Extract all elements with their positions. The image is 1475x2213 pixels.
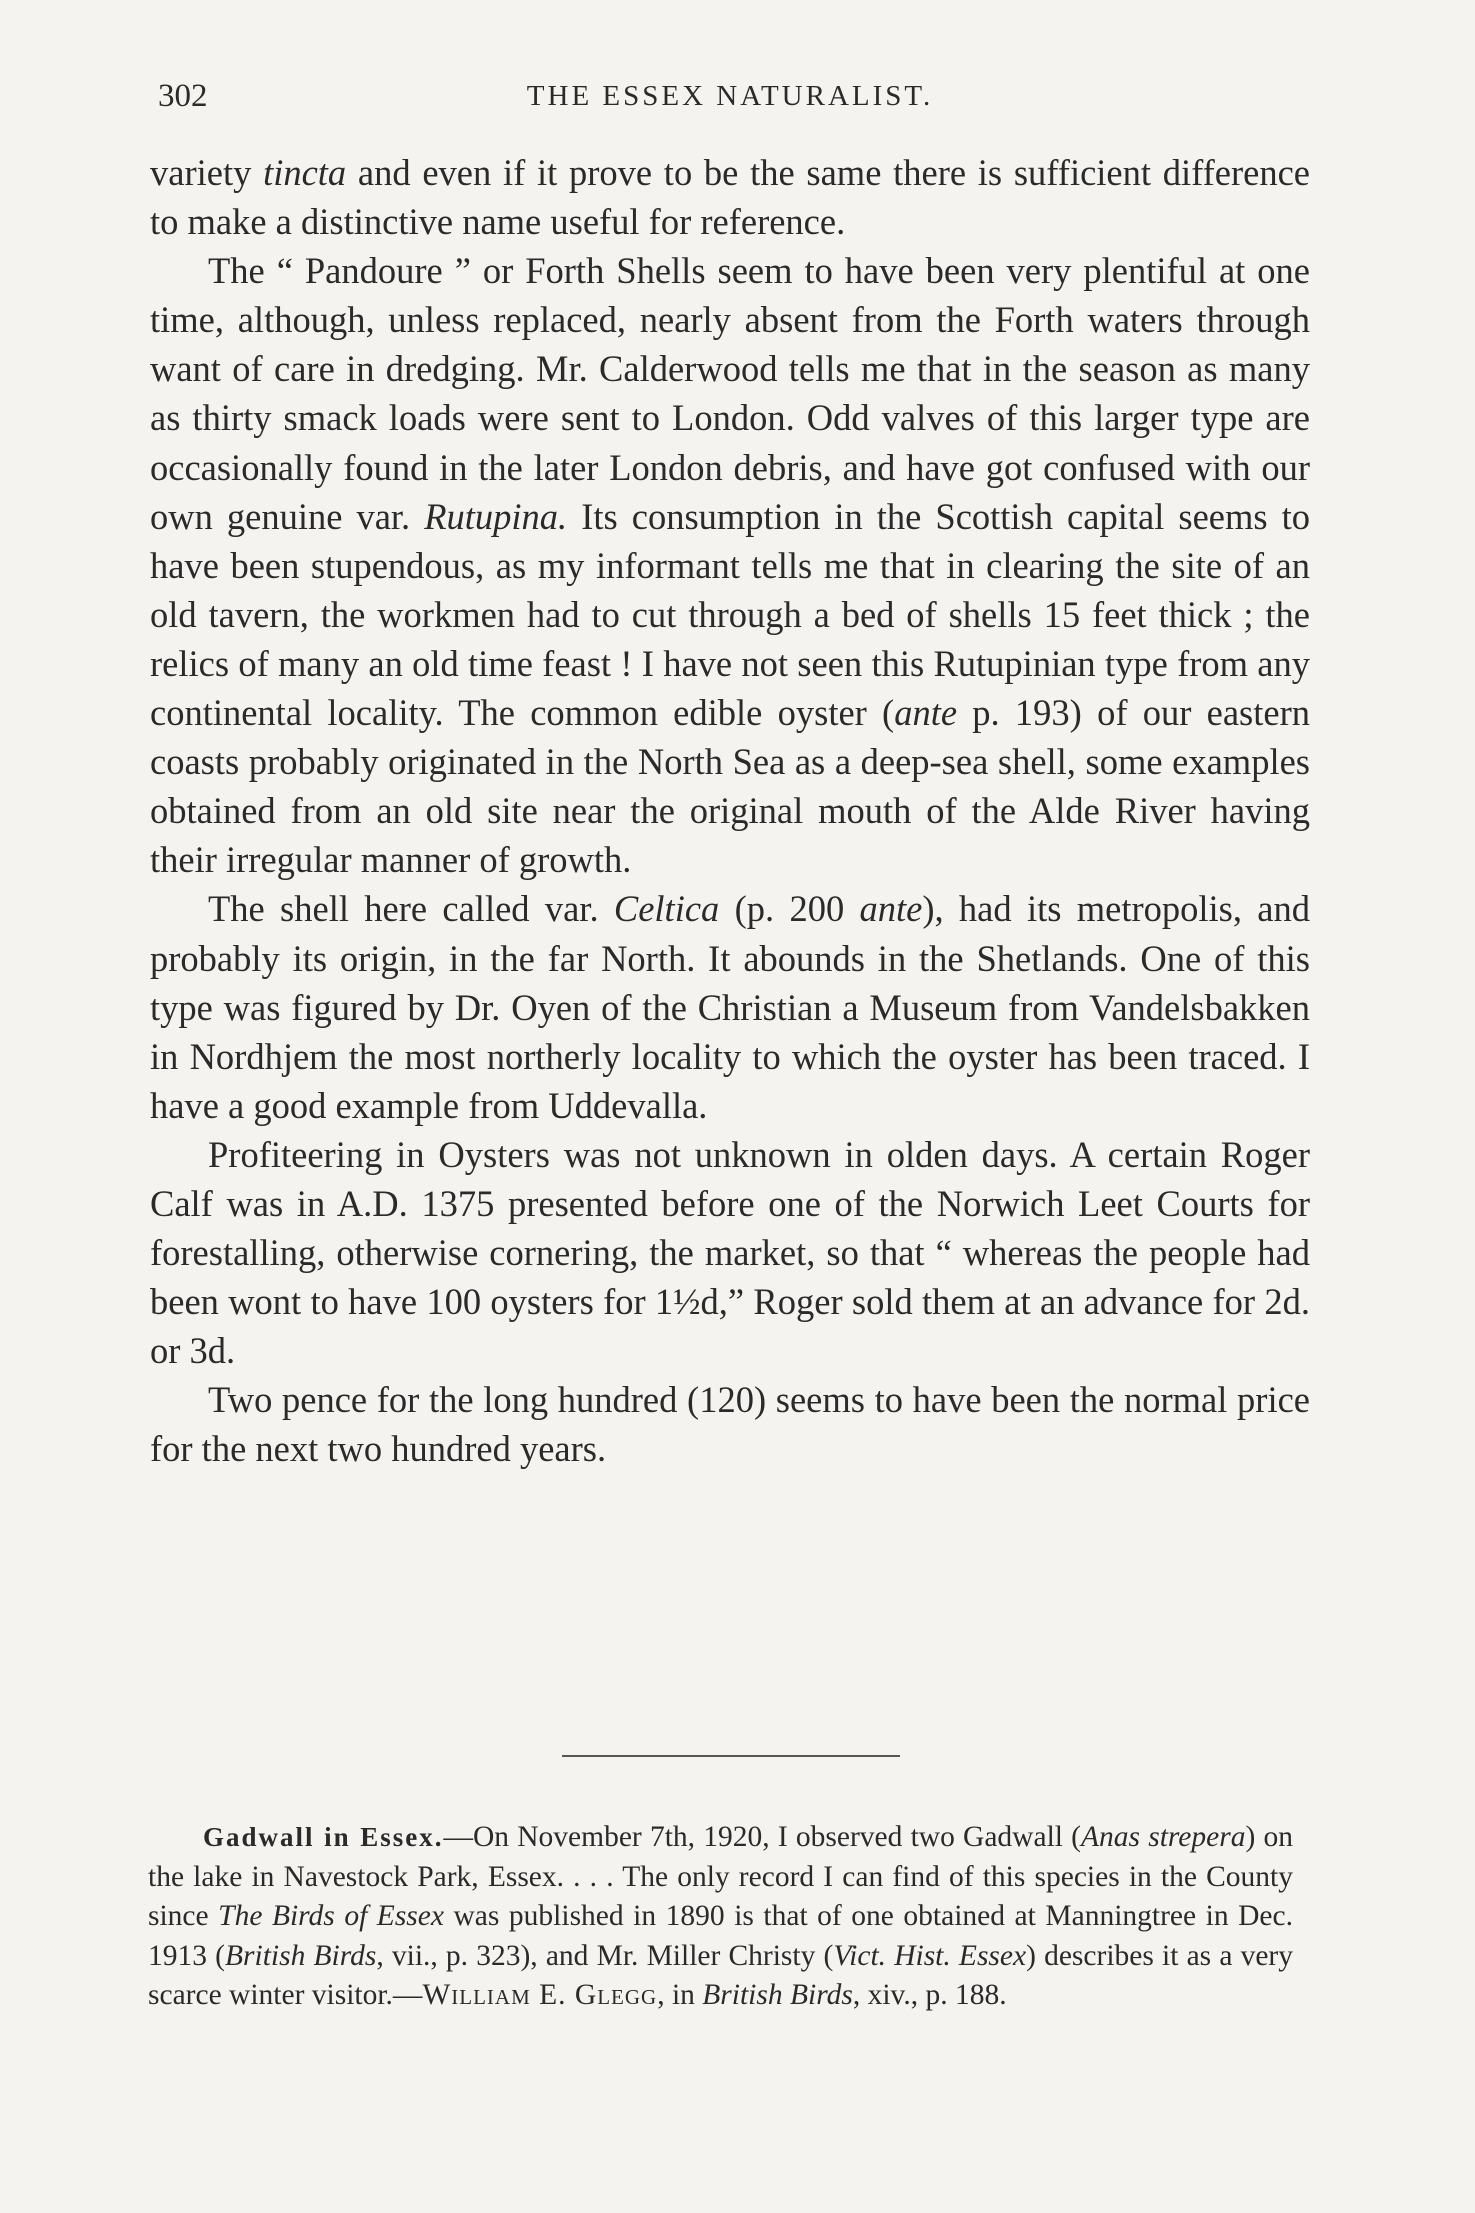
text-run: The shell here called var. (208, 888, 614, 930)
text-run: ) describes it as a very scarce winter visitor.— (148, 1939, 1293, 2011)
text-run: Two pence for the long hundred (120) seems to have been the normal price for the next two hundred years. (150, 1379, 1310, 1470)
italic-term: Celtica (613, 888, 720, 930)
italic-term: The Birds of Essex (218, 1900, 444, 1932)
text-run: ) on the lake in Navestock Park, Essex. . . . The only record I can find of this species in the County since (148, 1821, 1294, 1932)
note-author: William E. Glegg (422, 1979, 658, 2011)
text-run: was published in 1890 is that of one obtained at Manningtree in Dec. 1913 ( (148, 1900, 1293, 1972)
text-run: (p. 200 (719, 888, 860, 930)
text-run: and even if it prove to be the same there is sufficient difference to make a distinctive name useful for reference. (150, 152, 1310, 243)
italic-term: tincta (263, 152, 347, 193)
italic-term: Vict. Hist. Essex (833, 1939, 1027, 1972)
text-run: —On November 7th, 1920, I observed two Gadwall ( (443, 1821, 1082, 1853)
note-paragraph (148, 1818, 1293, 2016)
gadwall-note (148, 1818, 1293, 2016)
paragraph-5 (150, 1375, 1310, 1473)
text-run: variety (150, 152, 264, 193)
italic-term: British Birds (702, 1979, 853, 2011)
page-number: 302 (158, 78, 208, 114)
paragraph-4 (150, 1130, 1310, 1375)
paragraph-3 (150, 884, 1310, 1129)
italic-term: Rutupina. (424, 495, 568, 537)
text-run: , in (657, 1979, 703, 2011)
paragraph-1 (150, 148, 1310, 246)
italic-term: British Birds (225, 1939, 377, 1972)
italic-term: ante (859, 888, 923, 930)
text-run: , vii., p. 323), and Mr. Miller Christy ( (376, 1939, 834, 1972)
article-body (150, 148, 1310, 1474)
paragraph-2 (150, 246, 1310, 884)
text-run: Its consumption in the Scottish capital seems to have been stupendous, as my informant tells me that in clearing the site of an old tavern, the workmen had to cut through a bed of shells 15 feet thick ; the relics of many an old time feast ! I have not seen this Rutupinian type from any continental locality. The common edible oyster ( (150, 495, 1310, 734)
italic-term: Anas strepera (1081, 1821, 1246, 1853)
text-run: , xiv., p. 188. (852, 1979, 1007, 2011)
italic-term: ante (894, 692, 958, 734)
text-run: Profiteering in Oysters was not unknown in olden days. A certain Roger Calf was in A.D. 1375 presented before one of the Norwich Leet Courts for forestalling, otherwise cornering, the market, so that “ whereas the people had been wont to have 100 oysters for 1½d,” Roger sold them at an advance for 2d. or 3d. (150, 1133, 1310, 1372)
text-run: The “ Pandoure ” or Forth Shells seem to have been very plentiful at one time, although, unless replaced, nearly absent from the Forth waters through want of care in dredging. Mr. Calderwood tells me that in the season as many as thirty smack loads were sent to London. Odd valves of this larger type are occasionally found in the later London debris, and have got confused with our own genuine var. (150, 250, 1310, 537)
note-heading: Gadwall in Essex. (203, 1822, 444, 1852)
text-run: p. 193) of our eastern coasts probably originated in the North Sea as a deep-sea shell, some examples obtained from an old site near the original mouth of the Alde River having their irregular manner of growth. (150, 692, 1310, 881)
text-run: ), had its metropolis, and probably its origin, in the far North. It abounds in the Shetlands. One of this type was figured by Dr. Oyen of the Christian a Museum from Vandelsbakken in Nordhjem the most northerly locality to which the oyster has been traced. I have a good example from Uddevalla. (150, 888, 1310, 1126)
running-title: THE ESSEX NATURALIST. (526, 80, 934, 112)
running-head (150, 70, 1310, 120)
section-divider (562, 1755, 900, 1757)
